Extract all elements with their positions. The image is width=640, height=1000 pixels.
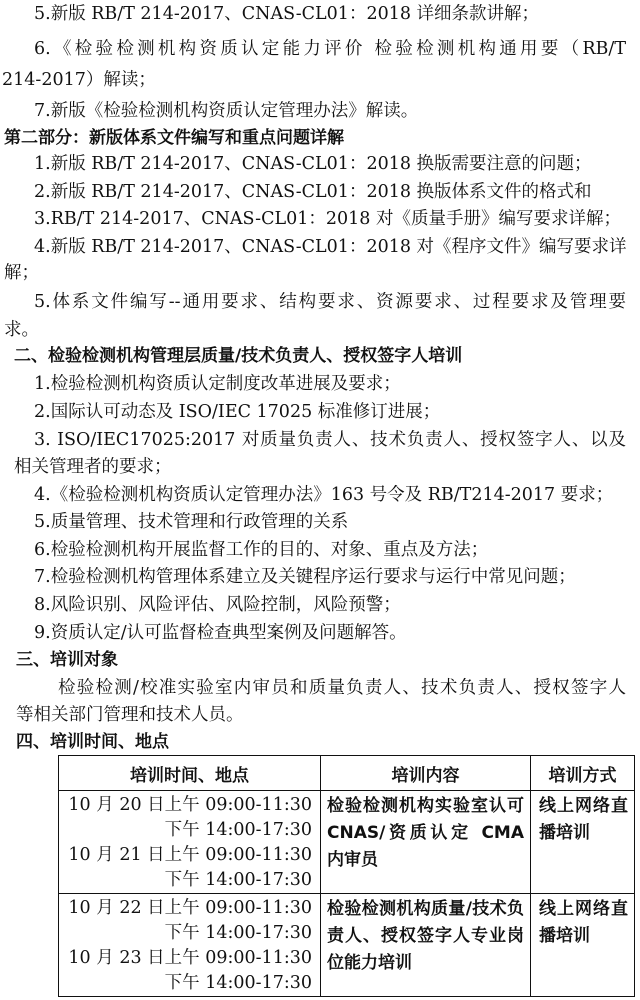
- time-slot: 10 月 23 日上午 09:00-11:30: [68, 948, 312, 968]
- text-line: 检验检测/校准实验室内审员和质量负责人、技术负责人、授权签字人: [58, 678, 626, 698]
- text-line: 7.检验检测机构管理体系建立及关键程序运行要求与运行中常见问题；: [34, 567, 576, 587]
- text-line: 6.《检验检测机构资质认定能力评价 检验检测机构通用要（RB/T: [34, 39, 626, 59]
- text-line: 求。: [4, 320, 39, 340]
- method-cell: [531, 894, 635, 997]
- training-method: 线上网络直播培训: [539, 899, 628, 946]
- time-cell: [59, 791, 321, 894]
- text-line: 3. ISO/IEC17025:2017 对质量负责人、技术负责人、授权签字人、以及: [34, 430, 626, 450]
- section-heading: 三、培训对象: [16, 650, 118, 670]
- table-row: [59, 894, 635, 997]
- time-slot: 下午 14:00-17:30: [164, 923, 312, 943]
- text-line: 7.新版《检验检测机构资质认定管理办法》解读。: [34, 101, 419, 121]
- text-line: 5.新版 RB/T 214-2017、CNAS-CL01：2018 详细条款讲解；: [34, 4, 540, 24]
- text-line: 6.检验检测机构开展监督工作的目的、对象、重点及方法；: [34, 540, 489, 560]
- time-slot: 下午 14:00-17:30: [164, 820, 312, 840]
- table-row: [59, 791, 635, 894]
- text-line: 9.资质认定/认可监督检查典型案例及问题解答。: [34, 623, 407, 643]
- table-header-row: [59, 756, 635, 791]
- time-slot: 10 月 20 日上午 09:00-11:30: [68, 795, 312, 815]
- time-slot: 下午 14:00-17:30: [164, 870, 312, 890]
- time-slot: 下午 14:00-17:30: [164, 973, 312, 993]
- time-slot: 10 月 21 日上午 09:00-11:30: [68, 845, 312, 865]
- text-line: 1.检验检测机构资质认定制度改革进展及要求；: [34, 374, 401, 394]
- text-line: 1.新版 RB/T 214-2017、CNAS-CL01：2018 换版需要注意的问题；: [34, 154, 592, 174]
- text-line: 等相关部门管理和技术人员。: [16, 705, 244, 725]
- text-line: 5.体系文件编写--通用要求、结构要求、资源要求、过程要求及管理要: [34, 292, 626, 312]
- text-line: 2.新版 RB/T 214-2017、CNAS-CL01：2018 换版体系文件的格式和: [34, 182, 592, 202]
- training-content: 检验检测机构质量/技术负责人、授权签字人专业岗位能力培训: [327, 899, 524, 973]
- text-line: 4.新版 RB/T 214-2017、CNAS-CL01：2018 对《程序文件》编写要求详: [34, 237, 627, 257]
- section-heading: 四、培训时间、地点: [16, 732, 169, 752]
- content-cell: [321, 894, 531, 997]
- text-line: 5.质量管理、技术管理和行政管理的关系: [34, 512, 349, 532]
- training-content: 检验检测机构实验室认可 CNAS/资质认定 CMA 内审员: [327, 796, 524, 870]
- schedule-table: [58, 755, 635, 997]
- column-header: 培训方式: [531, 756, 635, 791]
- training-method: 线上网络直播培训: [539, 796, 628, 843]
- column-header: 培训时间、地点: [59, 756, 321, 791]
- text-line: 8.风险识别、风险评估、风险控制，风险预警；: [34, 595, 401, 615]
- time-slot: 10 月 22 日上午 09:00-11:30: [68, 898, 312, 918]
- text-line: 解；: [4, 263, 39, 283]
- column-header: 培训内容: [321, 756, 531, 791]
- time-cell: [59, 894, 321, 997]
- text-line: 3.RB/T 214-2017、CNAS-CL01：2018 对《质量手册》编写要求详解；: [34, 209, 621, 229]
- text-line: 2.国际认可动态及 ISO/IEC 17025 标准修订进展；: [34, 402, 441, 422]
- method-cell: [531, 791, 635, 894]
- section-heading: 第二部分：新版体系文件编写和重点问题详解: [4, 128, 344, 148]
- text-line: 214-2017）解读；: [2, 70, 156, 90]
- content-cell: [321, 791, 531, 894]
- section-heading: 二、检验检测机构管理层质量/技术负责人、授权签字人培训: [14, 346, 463, 366]
- text-line: 相关管理者的要求；: [14, 457, 172, 477]
- text-line: 4.《检验检测机构资质认定管理办法》163 号令及 RB/T214-2017 要求；: [34, 485, 614, 505]
